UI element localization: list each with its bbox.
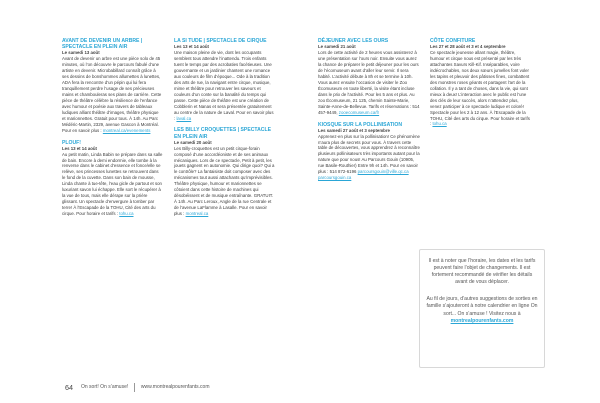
article-text: Les Billy-croquettes est un petit cirque-forain composé d’une accordéoniste et de ses animaux mécaniques. Lors de ce spectacle, Petit à petit, les jouets gagnent en autonomie. Qui dirige quoi? Qui a le contrôle? La fantaisiste doit composer avec des mécanismes tout aussi attachants qu’imprévisibles. Théâtre physique, humour et marionnettes se côtoient dans cette histoire de machines qui désobéissent et de musique entraînante. GRATUIT. À 14h. Au Parc Leroux, Angle de la rue Centrale et de l’avenue LaFlamme à Lasalle. Pour en savoir plus : xyxy=(174,145,275,217)
article-text: Apprenez-en plus sur la pollinisation! Ce phénomène n’aura plus de secrets pour vous. À travers cette table de découvertes, vous apprendrez à reconnaître plusieurs pollinisateurs très importants autant pour la nature que pour nous! Au Parcours Gouin (10905, rue Basile-Routhier) Entre 9h et 14h. Pour en savoir plus : 514 872-6196 xyxy=(318,133,420,175)
article-text: Avant de devenir un arbre est une pièce solo de 45 minutes, où l’on découvre le parcours fabulé d’une artiste en devenir. Microbabillard connaît grâce à ses dessins de bonshommes allumettes à lunettes, ADA fera la rencontre d’un pépin qui lui fera tranquillement perdre l’usage de ses précieuses mains et chambouleras ses plans de carrière. Cette pièce de théâtre célèbre la résilience de l’enfance avec humour et poésie aux travers de tableaux ludiques alliant théâtre d’images, théâtre physique et marionnettes. Gratuit pour tous. À 14h. Au Parc Médéric-Martin, 2329, avenue Gascon à Montréal. Pour en savoir plus : xyxy=(62,56,162,133)
article-body xyxy=(174,146,275,217)
article-link[interactable]: tohu.ca xyxy=(432,121,447,127)
article-body xyxy=(62,152,163,217)
article-link[interactable]: montreal.ca/evenements xyxy=(102,127,151,133)
article-body xyxy=(62,56,163,133)
article-date: Le samedi 20 août xyxy=(174,139,212,145)
column-1 xyxy=(62,38,163,223)
article-title: CÔTE CONFITURE xyxy=(430,38,476,44)
page-footer xyxy=(65,383,210,391)
article-text: Au petit matin, Linda Babin se prépare dans sa salle de bain. Encore à demi endormie, elle tombe à la renverse dans le cabinet d’essence et fonce/elle se relève, ses princesses lunettes se retrouvent dans le fond de la cuvette. Dans son bain de mousse, Linda chante à tue-tête, l’eau gicle de partout et son luxuriant savon lui échappe. Elle sort le récupérer à la vue de tous, mais elle dérape sur la prière glissant. Un spectacle d’envergure à tomber par terre! À l’Escapade de la TOHU, Cité des arts du cirque. Pour horaire et tarifs : xyxy=(62,151,163,217)
article-link[interactable]: zooecomuseum.ca/fr xyxy=(338,109,380,115)
article-date: Les 27 et 28 août et 3 et 4 septembre xyxy=(430,44,506,50)
notice-box xyxy=(420,250,544,367)
article-link[interactable]: laval.ca xyxy=(176,115,192,121)
notice-text-online: Au fil de jours, d’autres suggestions de sorties en famille s’ajouteront à notre calendrier en ligne On sort... On s’amuse ! Visitez nous à montrealpourenfants.com xyxy=(426,296,538,324)
article-body xyxy=(318,134,420,182)
footer-divider xyxy=(134,383,135,392)
article-link[interactable]: montreal.ca xyxy=(185,211,209,217)
article-link[interactable]: tohu.ca xyxy=(119,211,134,217)
column-4 xyxy=(430,38,531,133)
article-text: Une maison pleine de vie, dont les occupants semblent tous attendre l’inattendu. Trois enfants tuent le temps par des acrobaties facétieuses. Une gouvernante et un jardinier chantent une romance aux couleurs de film d’époque... Ode à la tradition des arts de rue, la navigant entre cirque, musique, mime et théâtre pour retrouver les saveurs et couleurs d’un conte sur la banalité du temps qui passe. Cette pièce de théâtre est une création de Cobblerin et Nanas et sera présentée gratuitement au centre de la nature de Laval. Pour en savoir plus : xyxy=(174,50,274,121)
article-title: KIOSQUE SUR LA POLLINISATION xyxy=(318,121,403,128)
article-date: Le samedi 21 août xyxy=(318,44,356,50)
article-title: DÉJEUNER AVEC LES OURS xyxy=(318,38,389,44)
footer-url: www.montrealpourenfants.com xyxy=(140,384,210,390)
article-body xyxy=(430,50,531,127)
article-date: Les 13 et 14 août xyxy=(62,145,98,151)
article-body xyxy=(318,50,420,115)
article-title: PLOUF! xyxy=(62,139,81,146)
column-3 xyxy=(318,38,420,187)
article-text: Lors de cette activité de 2 heures vous assisterez à une présentation sur l’ours noir. Ensuite vous aurez la chance de préparer le petit déjeuner pour les ours de l’écomuseum avant d’aller leur servir. Il sera habité. L’activité débute à 8h et se termine à 10h. Vous aurez ensuite l’occasion de visiter le Zoo Écomuseum en toute liberté, la visite étant incluse dans le prix de l’activité. Pour les 5 ans et plus. Au zoo Écomuseum, 21 125, chemin Sainte-Marie, Sainte-Anne-de-Bellevue. Tarifs et réservations : 514 457-9449, xyxy=(318,50,420,115)
notice-text: Il est à noter que l’horaire, les dates et les tarifs peuvent faire l’objet de changements. Il est fortement recommandé de vérifier les détails avant de vous déplacer. xyxy=(428,258,536,286)
website-link[interactable]: montrealpourenfants.com xyxy=(450,317,514,324)
footer-section: On sort! On s’amuse! xyxy=(81,384,129,390)
article-link[interactable]: parcoursgouin@ville.qc.ca parcoursgouin.ca xyxy=(318,169,409,181)
article-date: Les samedi 27 août et 3 septembre xyxy=(318,127,390,133)
article-title: AVANT DE DEVENIR UN ARBRE | SPECTACLE EN PLEIN AIR xyxy=(62,38,143,51)
article-text: Ce spectacle jeunesse allant magie, théâtre, humour et cirque nous est présenté par les très attachantes Savurs Kill-Kif. Inséparables, voire indécrochables, nos deux sœurs jumelles font voler les tapins et pleuvoir des pâtisses fines, combattent des monstres roses géants et partagent l’art de la collation. Il y a tant de choses, dans la vie, qui sont mieux à deux! L’interaction avec le public est l’une des clés de leur succès, alors n’attendez plus, venez participer à ce spectacle ludique et coloré! Spectacle pour les 2 à 12 ans. À l’Escapade de la TOHU, Cité des arts du cirque. Pour horaire et tarifs : xyxy=(430,50,530,127)
article-body xyxy=(174,50,275,121)
article-title: LA SI TUDE | SPECTACLE DE CIRQUE xyxy=(174,38,267,44)
page-number: 64 xyxy=(65,382,73,392)
column-2 xyxy=(174,38,275,223)
article-title: LES BILLY CROQUETTES | SPECTACLE EN PLEIN AIR xyxy=(174,127,271,140)
article-date: Les 13 et 14 août xyxy=(174,44,210,50)
article-date: Le samedi 13 août xyxy=(62,50,100,56)
